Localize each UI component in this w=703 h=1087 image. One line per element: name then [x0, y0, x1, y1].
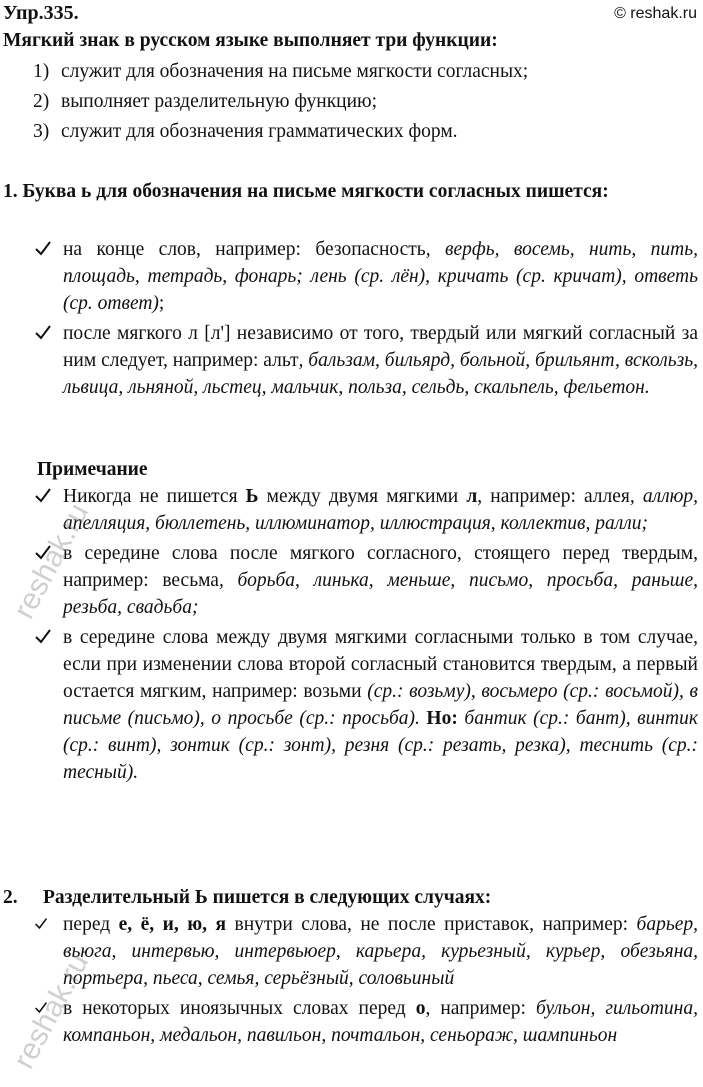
rule-item — [34, 320, 698, 401]
rule-item — [34, 911, 698, 992]
note-text: в середине слова после мягкого согласного, стоящего перед твердым, например: весьма — [63, 543, 698, 591]
note-letter: Ь — [245, 486, 259, 507]
rule-letters: о — [415, 998, 426, 1019]
note-examples: , борьба, линька, меньше, письмо, просьба, раньше, резьба, свадьба; — [63, 570, 698, 618]
note-item — [34, 483, 698, 537]
rule-item — [34, 236, 698, 317]
function-item — [33, 58, 693, 88]
rule-item — [34, 995, 698, 1049]
checkmark-icon — [34, 624, 56, 651]
note-examples: бантик (ср.: бант), винтик (ср.: винт), зонтик (ср.: зонт), резня (ср.: резать, резка), теснить (ср.: тесный). — [63, 708, 698, 783]
note-text: Никогда не пишется — [63, 486, 246, 507]
checkmark-icon — [34, 911, 56, 938]
section-2-list — [34, 911, 698, 1052]
watermark: reshak.ru — [7, 948, 96, 1075]
rule-examples: , верфь, восемь, нить, пить, площадь, тетрадь, фонарь; лень (ср. лён), кричать (ср. кричат), ответь (ср. ответ) — [63, 239, 698, 314]
function-list — [33, 58, 693, 148]
intro-heading: Мягкий знак в русском языке выполняет три функции: — [3, 30, 498, 51]
note-text: между двумя мягкими — [258, 486, 467, 507]
section-2-number: 2. — [3, 887, 18, 908]
function-number: 3) — [33, 121, 50, 142]
note-examples: , аллюр, апелляция, бюллетень, иллюминатор, иллюстрация, коллектив, ралли; — [63, 486, 698, 534]
note-item — [34, 624, 698, 786]
checkmark-icon — [34, 236, 56, 263]
checkmark-icon — [34, 320, 56, 347]
section-1-heading: 1. Буква ь для обозначения на письме мягкости согласных пишется: — [3, 181, 609, 202]
rule-examples: барьер, вьюга, интервью, интервьюер, карьера, курьезный, курьер, обезьяна, портьера, пьеса, семья, серьёзный, соловьиный — [63, 914, 698, 989]
rule-examples: , бальзам, бильярд, больной, брильянт, вскользь, львица, льняной, льстец, мальчик, польза, сельдь, скальпель, фельетон. — [63, 350, 699, 398]
note-examples: (ср.: возьму), восьмеро (ср.: восьмой), в письме (письмо), о просьбе (ср.: просьба). — [63, 681, 698, 729]
rule-examples: бульон, гильотина, компаньон, медальон, павильон, почтальон, сеньораж, шампиньон — [63, 998, 698, 1046]
rule-letters: е, ё, и, ю, я — [118, 914, 227, 935]
function-item — [33, 88, 693, 118]
section-1-list — [34, 236, 698, 404]
note-item — [34, 540, 698, 621]
checkmark-icon — [34, 540, 56, 567]
section-2-heading — [3, 884, 698, 911]
rule-text: в некоторых иноязычных словах перед — [63, 998, 416, 1019]
note-letter: л — [466, 486, 478, 507]
note-contrast-label: Но: — [419, 708, 458, 729]
rule-text: , например: — [425, 998, 526, 1019]
rule-text: после мягкого л [л'] независимо от того, твердый или мягкий согласный за ним следует, например: альт — [63, 323, 698, 371]
site-credit: © reshak.ru — [614, 5, 697, 22]
exercise-title: Упр.335. — [3, 2, 79, 24]
function-text: служит для обозначения на письме мягкости согласных; — [61, 61, 529, 82]
checkmark-icon — [34, 995, 56, 1022]
watermark: reshak.ru — [7, 498, 96, 625]
rule-tail: ; — [158, 293, 165, 314]
section-2-title: Разделительный Ь пишется в следующих случаях: — [43, 887, 492, 908]
checkmark-icon — [34, 483, 56, 510]
function-item — [33, 118, 693, 148]
function-text: выполняет разделительную функцию; — [61, 91, 378, 112]
note-title: Примечание — [37, 459, 148, 480]
function-number: 2) — [33, 91, 50, 112]
note-list — [34, 483, 698, 789]
rule-text: перед — [63, 914, 119, 935]
function-text: служит для обозначения грамматических форм. — [61, 121, 458, 142]
note-text: , например: аллея — [477, 486, 630, 507]
rule-text: внутри слова, не после приставок, например: — [226, 914, 629, 935]
note-text: в середине слова между двумя мягкими согласными только в том случае, если при изменении слова второй согласный становится твердым, а первый остается мягким, например: возьми — [63, 627, 698, 702]
rule-text: на конце слов, например: безопасность — [63, 239, 426, 260]
function-number: 1) — [33, 61, 50, 82]
